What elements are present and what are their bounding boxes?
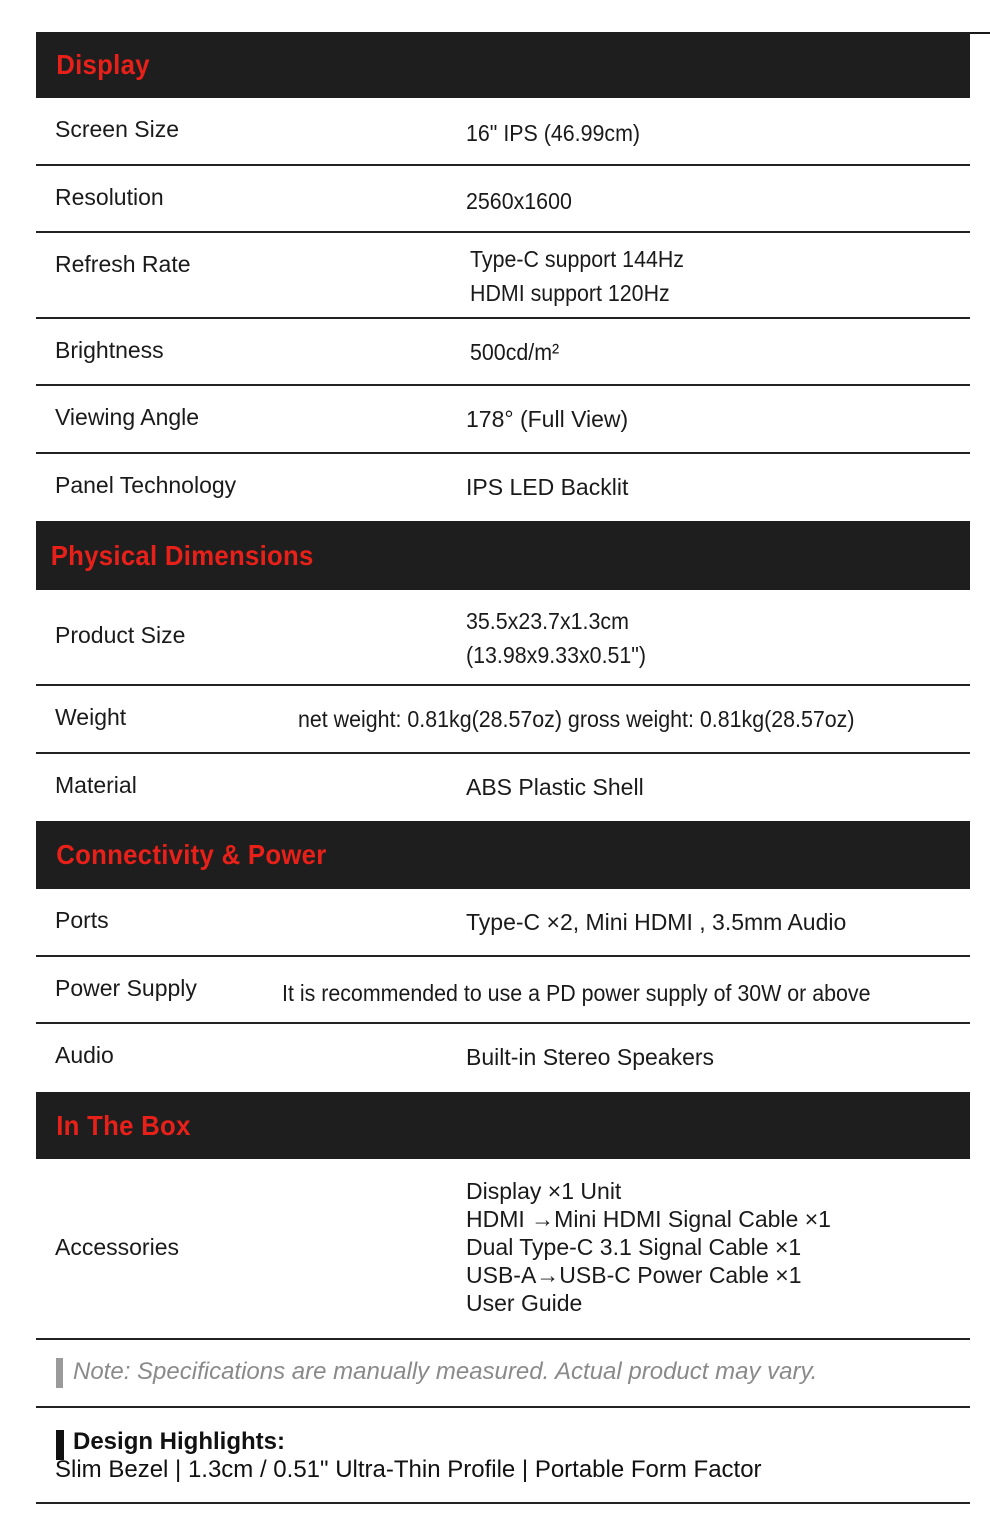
spec-label: Refresh Rate	[55, 251, 191, 277]
spec-label: Product Size	[55, 622, 186, 648]
spec-row-brightness	[36, 319, 970, 386]
spec-label: Audio	[55, 1042, 114, 1068]
design-highlights	[36, 1408, 970, 1504]
accessory-item: HDMI →Mini HDMI Signal Cable ×1	[466, 1206, 831, 1232]
spec-row-product-size	[36, 590, 970, 686]
spec-value: Type-C ×2, Mini HDMI , 3.5mm Audio	[466, 909, 847, 935]
spec-value-line: Type-C support 144Hz	[470, 246, 685, 272]
section-title: Physical Dimensions	[50, 539, 314, 571]
accessory-item: Dual Type-C 3.1 Signal Cable ×1	[466, 1234, 802, 1260]
spec-value: ABS Plastic Shell	[466, 774, 644, 800]
section-title: In The Box	[56, 1109, 191, 1141]
spec-value-line: (13.98x9.33x0.51")	[466, 642, 647, 668]
highlights-heading: Design Highlights:	[73, 1428, 285, 1455]
section-title: Connectivity & Power	[56, 839, 327, 870]
section-header-connectivity-power	[36, 821, 970, 889]
accessory-item: Display ×1 Unit	[466, 1178, 622, 1204]
section-header-physical-dimensions	[36, 521, 970, 590]
spec-row-weight	[36, 686, 970, 754]
spec-row-material	[36, 754, 970, 821]
spec-row-panel-technology	[36, 454, 970, 521]
spec-row-accessories	[36, 1159, 970, 1340]
spec-value	[470, 242, 684, 310]
note-text: Note: Specifications are manually measured. Actual product may vary.	[73, 1358, 818, 1385]
spec-value: Built-in Stereo Speakers	[466, 1044, 715, 1070]
top-rule	[970, 32, 990, 34]
spec-value: It is recommended to use a PD power supply of 30W or above	[282, 980, 871, 1006]
spec-value: net weight: 0.81kg(28.57oz) gross weight: 0.81kg(28.57oz)	[298, 706, 855, 732]
spec-value: 500cd/m²	[470, 339, 560, 365]
spec-label: Ports	[55, 907, 109, 933]
spec-sheet	[36, 32, 970, 1504]
accessory-item: USB-A→USB-C Power Cable ×1	[466, 1262, 802, 1288]
spec-row-audio	[36, 1024, 970, 1092]
spec-row-ports	[36, 889, 970, 957]
spec-value: IPS LED Backlit	[466, 474, 629, 500]
spec-row-viewing-angle	[36, 386, 970, 454]
spec-value-line: HDMI support 120Hz	[470, 280, 670, 306]
spec-label: Panel Technology	[55, 472, 237, 498]
spec-label: Material	[55, 772, 137, 798]
spec-label: Viewing Angle	[55, 404, 200, 430]
spec-value: 178° (Full View)	[466, 406, 629, 432]
spec-row-refresh-rate	[36, 233, 970, 319]
section-header-in-the-box	[36, 1092, 970, 1159]
spec-row-power-supply	[36, 957, 970, 1024]
section-header-display	[36, 32, 970, 98]
spec-label: Power Supply	[55, 975, 197, 1001]
note-marker	[56, 1358, 63, 1388]
spec-label: Brightness	[55, 337, 164, 363]
spec-value: 16" IPS (46.99cm)	[466, 120, 641, 146]
spec-label: Screen Size	[55, 116, 180, 142]
spec-row-resolution	[36, 166, 970, 233]
note-row	[36, 1340, 970, 1408]
spec-value-line: 35.5x23.7x1.3cm	[466, 608, 629, 634]
spec-row-screen-size	[36, 98, 970, 166]
spec-value	[466, 1177, 831, 1317]
spec-label: Accessories	[55, 1234, 179, 1260]
spec-label: Resolution	[55, 184, 164, 210]
highlights-text: Slim Bezel | 1.3cm / 0.51" Ultra-Thin Profile | Portable Form Factor	[55, 1456, 762, 1483]
spec-value: 2560x1600	[466, 188, 572, 214]
spec-value	[466, 604, 646, 672]
accessory-item: User Guide	[466, 1290, 583, 1316]
section-title: Display	[56, 49, 150, 80]
spec-label: Weight	[55, 704, 127, 730]
